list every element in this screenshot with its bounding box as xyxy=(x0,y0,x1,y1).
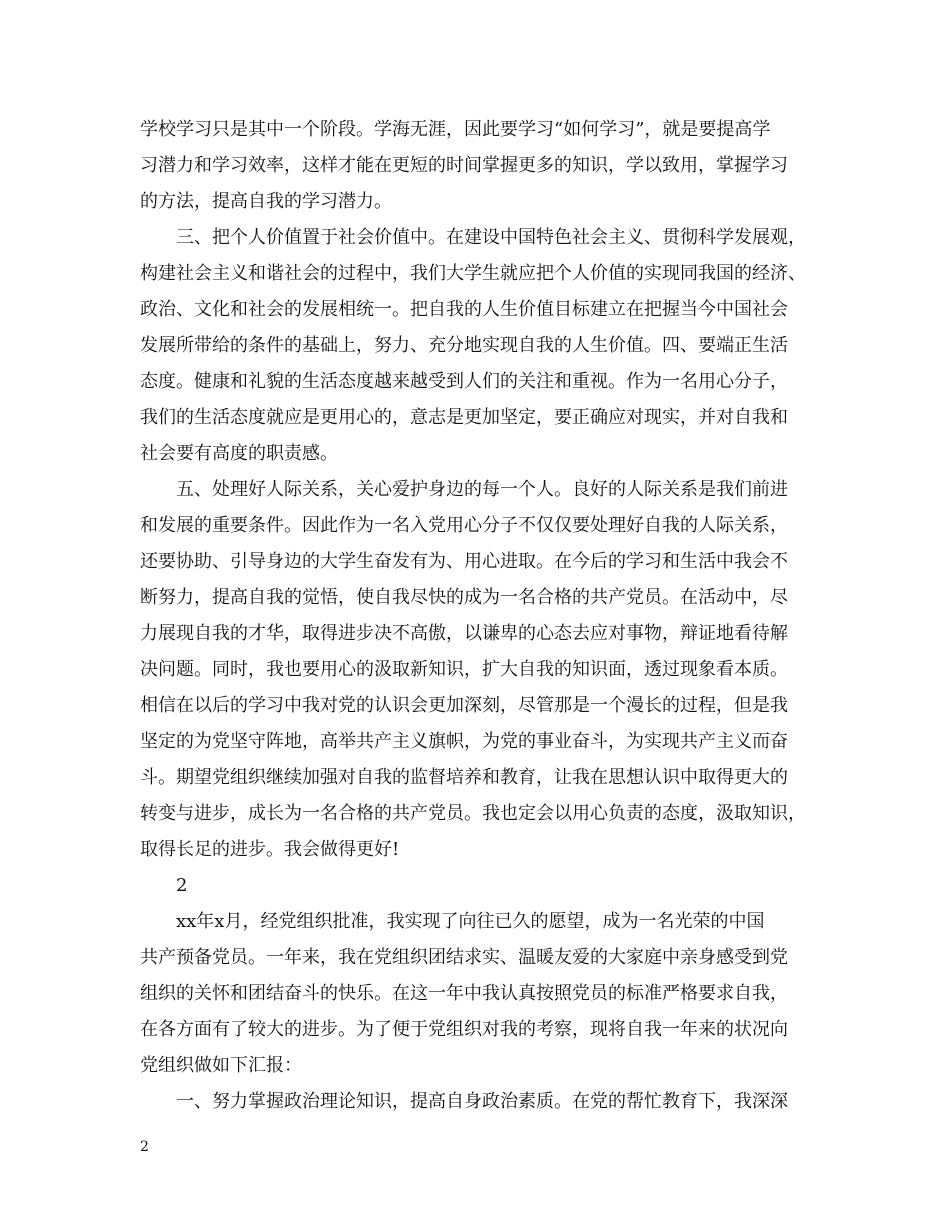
text-line: 取得长足的进步。我会做得更好! xyxy=(140,839,400,860)
page-number: 2 xyxy=(140,1139,149,1155)
text-line: 坚定的为党坚守阵地，高举共产主义旗帜，为党的事业奋斗，为实现共产主义而奋 xyxy=(140,731,788,752)
text-line: 力展现自我的才华，取得进步决不高傲，以谦卑的心态去应对事物，辩证地看待解 xyxy=(140,623,788,644)
text-line: 的方法，提高自我的学习潜力。 xyxy=(140,191,392,212)
text-line: 社会要有高度的职责感。 xyxy=(140,443,338,464)
text-line: 和发展的重要条件。因此作为一名入党用心分子不仅仅要处理好自我的人际关系， xyxy=(140,515,788,536)
text-line: 发展所带给的条件的基础上，努力、充分地实现自我的人生价值。四、要端正生活 xyxy=(140,335,788,356)
text-line: 断努力，提高自我的觉悟，使自我尽快的成为一名合格的共产党员。在活动中，尽 xyxy=(140,587,788,608)
text-line: 共产预备党员。一年来，我在党组织团结求实、温暖友爱的大家庭中亲身感受到党 xyxy=(140,947,788,968)
section-number: 2 xyxy=(176,875,188,896)
text-line: 组织的关怀和团结奋斗的快乐。在这一年中我认真按照党员的标准严格要求自我， xyxy=(140,983,788,1004)
text-line: 态度。健康和礼貌的生活态度越来越受到人们的关注和重视。作为一名用心分子， xyxy=(140,371,788,392)
text-line: 党组织做如下汇报： xyxy=(140,1055,302,1076)
text-line: 三、把个人价值置于社会价值中。在建设中国特色社会主义、贯彻科学发展观， xyxy=(176,227,806,248)
text-line: 决问题。同时，我也要用心的汲取新知识，扩大自我的知识面，透过现象看本质。 xyxy=(140,659,788,680)
text-line: 斗。期望党组织继续加强对自我的监督培养和教育，让我在思想认识中取得更大的 xyxy=(140,767,788,788)
text-line: 在各方面有了较大的进步。为了便于党组织对我的考察，现将自我一年来的状况向 xyxy=(140,1019,788,1040)
text-line: xx年x月，经党组织批准，我实现了向往已久的愿望，成为一名光荣的中国 xyxy=(176,911,765,932)
text-line: 一、努力掌握政治理论知识，提高自身政治素质。在党的帮忙教育下，我深深 xyxy=(176,1091,788,1112)
text-line: 我们的生活态度就应是更用心的，意志是更加坚定，要正确应对现实，并对自我和 xyxy=(140,407,788,428)
text-line: 学校学习只是其中一个阶段。学海无涯，因此要学习“如何学习”，就是要提高学 xyxy=(140,119,771,140)
text-line: 还要协助、引导身边的大学生奋发有为、用心进取。在今后的学习和生活中我会不 xyxy=(140,551,788,572)
text-line: 相信在以后的学习中我对党的认识会更加深刻，尽管那是一个漫长的过程，但是我 xyxy=(140,695,788,716)
text-line: 习潜力和学习效率，这样才能在更短的时间掌握更多的知识，学以致用，掌握学习 xyxy=(140,155,788,176)
text-line: 政治、文化和社会的发展相统一。把自我的人生价值目标建立在把握当今中国社会 xyxy=(140,299,788,320)
text-line: 转变与进步，成长为一名合格的共产党员。我也定会以用心负责的态度，汲取知识， xyxy=(140,803,806,824)
text-line: 构建社会主义和谐社会的过程中，我们大学生就应把个人价值的实现同我国的经济、 xyxy=(140,263,806,284)
text-line: 五、处理好人际关系，关心爱护身边的每一个人。良好的人际关系是我们前进 xyxy=(176,479,788,500)
